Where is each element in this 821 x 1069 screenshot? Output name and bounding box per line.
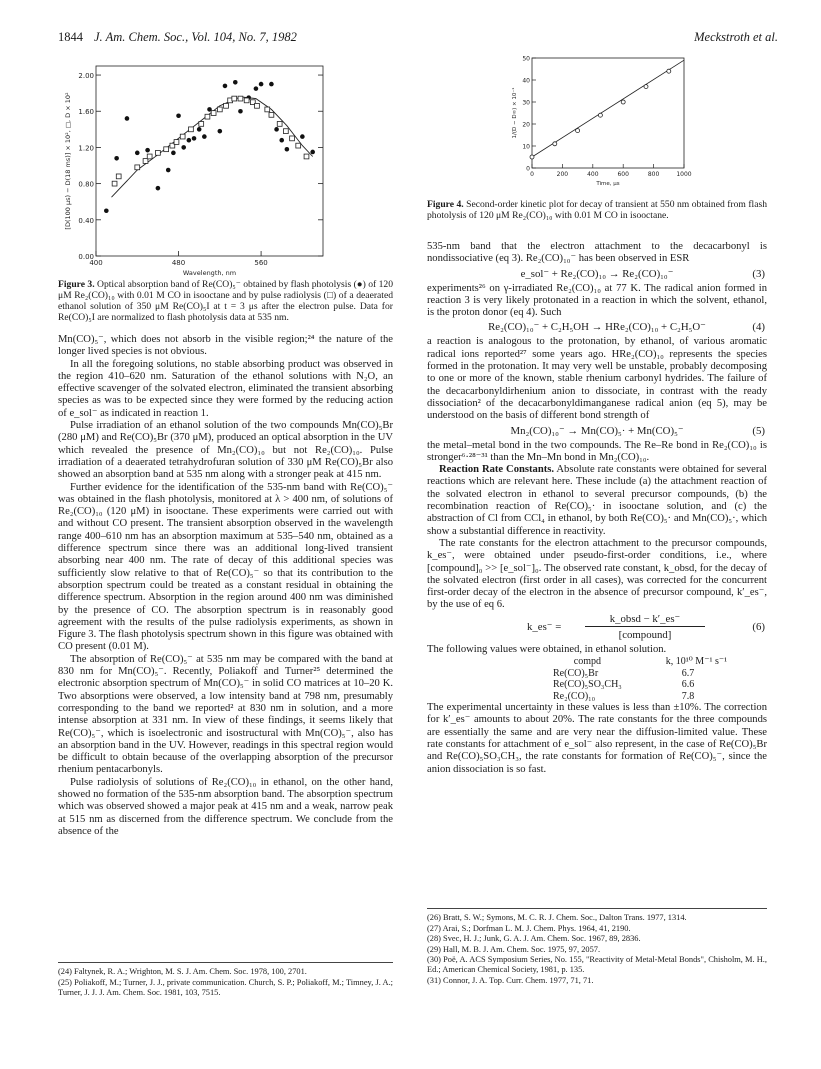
table-row <box>549 679 731 691</box>
equation-number: (5) <box>752 424 765 437</box>
figure-3-chart <box>58 58 393 278</box>
paragraph: The experimental uncertainty in these values is less than ±10%. The correction for k′_es⁻ amounts to about 20%. The rate constants for the three compounds are essentially the same and are very near the diffusion-limited value. These rate constants for attachment of e_sol⁻ also represent, in the case of Re(CO)₅Br and Re(CO)₅SO₃CH₃, the rate constants for formation of Re(CO)₅⁻, since the anion dissociation is so fast. <box>427 702 767 775</box>
y-tick-label: 0.00 <box>78 253 94 261</box>
page-number: 1844 <box>58 30 83 44</box>
equation-number: (3) <box>752 267 765 280</box>
paragraph: Pulse irradiation of an ethanol solution of the two compounds Mn(CO)₅Br (280 μM) and Re(CO)₅Br (370 μM), produced an optical absorption in the UV which revealed the presence of Mn₂(CO)₁₀ but not Re₂(CO)₁₀. Pulse irradiation of a deaerated tetrahydrofuran solution of 330 μM Re(CO)₅Br also showed an absorption band at 535 nm along with a stronger peak at 415 nm. <box>58 420 393 481</box>
data-point <box>553 142 557 146</box>
paragraph: the metal–metal bond in the two compounds. The Re–Re bond in Re₂(CO)₁₀ is stronger⁶·²⁸⁻³¹ than the Mn–Mn bond in Mn₂(CO)₁₀. <box>427 439 767 463</box>
table-header-row <box>549 656 731 668</box>
x-tick-label: 400 <box>89 259 103 267</box>
data-point-pulse-radiolysis <box>283 129 288 134</box>
y-tick-label: 0 <box>526 165 530 173</box>
table-cell: Re(CO)₅SO₃CH₃ <box>553 679 622 691</box>
figure-3-label: Figure 3. <box>58 279 95 290</box>
equation-3 <box>427 266 767 283</box>
data-point-flash-photolysis <box>176 113 181 118</box>
data-point-pulse-radiolysis <box>232 96 237 101</box>
data-point <box>644 85 648 89</box>
equation-6 <box>427 612 767 644</box>
paragraph <box>427 464 767 538</box>
paragraph: experiments²⁶ on γ-irradiated Re₂(CO)₁₀ at 77 K. The radical anion formed in reaction 3 is very likely protonated in a reaction in which the solvent, ethanol, is the proton donor (eq 4). Such <box>427 282 767 319</box>
paragraph: a reaction is analogous to the protonation, by ethanol, of various aromatic radical ions reported²⁷ some years ago. HRe₂(CO)₁₀ represents the species formed in the protonation. It may very well be unstable, probably decomposing to one or more of the known, stable rhenium carbonyl hydrides. The failure of the decacarbonyldirhenium anion to dissociate, in contrast with the ready dissociation² of the decacarbonyldimanganese radical anion (eq 5), may be understood on the basis of different bond strength of <box>427 336 767 422</box>
x-tick-label: 800 <box>647 171 660 178</box>
equation-4 <box>427 319 767 336</box>
data-point-pulse-radiolysis <box>199 122 204 127</box>
table-cell: Re(CO)₅Br <box>553 667 599 679</box>
data-point-pulse-radiolysis <box>112 181 117 186</box>
data-point-pulse-radiolysis <box>147 154 152 159</box>
data-point-flash-photolysis <box>285 147 290 152</box>
equation-number: (6) <box>752 620 765 633</box>
footnote: (24) Faltynek, R. A.; Wrighton, M. S. J. Am. Chem. Soc. 1978, 100, 2701. <box>58 967 307 976</box>
data-point-flash-photolysis <box>125 116 130 121</box>
figure-4-caption <box>427 199 767 221</box>
figure-4-caption-text: Second-order kinetic plot for decay of transient at 550 nm obtained from flash photolysis of 120 μM Re₂(CO)₁₀ with 0.01 M CO in isooctane. <box>427 199 767 221</box>
paragraph-text: Absolute rate constants were obtained for several reactions which are relevant here. These include (a) the attachment reaction of the solvated electron in ethanol to several precursor compounds, (b) the recombination reaction of Re(CO)₅· in isooctane solution, and (c) the abstraction of Cl from CCl₄ in ethanol, by both Re(CO)₅· and Mn(CO)₅·, which show a substantial difference in reactivity. <box>427 464 767 537</box>
footnote: (29) Hall, M. B. J. Am. Chem. Soc. 1975, 97, 2057. <box>427 944 601 954</box>
table-cell: Re₂(CO)₁₀ <box>553 690 596 702</box>
footnote: (25) Poliakoff, M.; Turner, J. J., private communication. Church, S. P.; Poliakoff, M.; Timney, J. A.; Turner, J. J. J. Am. Chem. Soc. 1981, 103, 7515. <box>58 977 393 997</box>
y-tick-label: 1.60 <box>78 108 94 117</box>
paragraph: 535-nm band that the electron attachment to the decacarbonyl is nondissociative (eq 3). Re₂(CO)₁₀⁻ has been observed in ESR <box>427 241 767 265</box>
journal-citation: J. Am. Chem. Soc., Vol. 104, No. 7, 1982 <box>94 30 297 44</box>
data-point-pulse-radiolysis <box>205 114 210 119</box>
plot-frame <box>96 66 323 256</box>
fraction-numerator: k_obsd − k′_es⁻ <box>585 612 705 627</box>
y-tick-label: 40 <box>522 77 530 85</box>
data-point-pulse-radiolysis <box>238 96 243 101</box>
footnote: (31) Connor, J. A. Top. Curr. Chem. 1977, 71, 71. <box>427 975 594 985</box>
data-point-pulse-radiolysis <box>296 143 301 148</box>
right-footnotes <box>427 913 767 986</box>
data-point-flash-photolysis <box>104 208 109 213</box>
y-axis-label: 1/(D − D∞) × 10⁻¹ <box>512 87 518 139</box>
data-point-flash-photolysis <box>181 145 186 150</box>
table-row <box>549 691 731 703</box>
table-cell: 6.7 <box>681 667 695 679</box>
paragraph: The following values were obtained, in ethanol solution. <box>427 643 667 655</box>
data-point-pulse-radiolysis <box>290 136 295 141</box>
data-point-pulse-radiolysis <box>269 112 274 117</box>
data-point-flash-photolysis <box>218 129 223 134</box>
footnote-divider <box>427 908 767 909</box>
y-tick-label: 0.40 <box>78 216 94 225</box>
table-cell: 6.6 <box>681 679 695 691</box>
footnote-divider <box>58 962 393 963</box>
data-point-pulse-radiolysis <box>180 134 185 139</box>
data-point-pulse-radiolysis <box>116 174 121 179</box>
x-tick-label: 0 <box>530 171 534 178</box>
data-point-flash-photolysis <box>156 186 161 191</box>
footnote: (28) Svec, H. J.; Junk, G. A. J. Am. Chem. Soc. 1967, 89, 2836. <box>427 934 641 943</box>
x-tick-label: 1000 <box>676 171 692 178</box>
paragraph: Further evidence for the identification of the 535-nm band with Re(CO)₅⁻ was obtained in the flash photolysis, monitored at λ > 400 nm, of solutions of Re₂(CO)₁₀ (120 μM) in isooctane. These experiments were carried out with and without CO present. The transient absorption observed in the wavelength range 400–610 nm has an absorption maximum at 535–540 nm, obtained as a difference spectrum since there was an additional long-lived transient absorbing near 400 nm. The rate of decay of this additional species was sufficiently slow relative to that of Re(CO)₅⁻ so that its contribution to the absorption spectrum could be treated as a constant residual in obtaining the difference spectrum. Absorption in the region around 400 nm was diminished by the presence of CO. The absorption spectrum is in reasonably good agreement with the results of the pulse radiolysis experiments, as shown in Figure 3. The flash photolysis spectrum shown in this figure was obtained with CO present (0.01 M). <box>58 481 393 653</box>
y-tick-label: 20 <box>522 121 530 129</box>
data-point-flash-photolysis <box>202 134 207 139</box>
x-axis-label: Wavelength, nm <box>182 269 237 277</box>
left-footnotes <box>58 967 393 998</box>
figure-3-caption-text: Optical absorption band of Re(CO)₅⁻ obtained by flash photolysis (●) of 120 μM Re₂(CO)₁₀ with 0.01 M CO in isooctane and by pulse radiolysis (□) of a deaerated ethanol solution of 350 μM Re(CO)₅I at t = 3 μs after the electron pulse. Data for Re(CO)₅I are normalized to flash photolysis data at 535 nm. <box>58 279 393 323</box>
section-heading: Reaction Rate Constants. <box>439 464 555 476</box>
data-point-flash-photolysis <box>279 138 284 143</box>
x-tick-label: 200 <box>556 171 569 178</box>
equation-text: Re₂(CO)₁₀⁻ + C₂H₅OH → HRe₂(CO)₁₀ + C₂H₅O⁻ <box>488 321 706 334</box>
data-point-flash-photolysis <box>259 82 264 87</box>
data-point-pulse-radiolysis <box>143 159 148 164</box>
data-point-flash-photolysis <box>171 151 176 156</box>
equation-text: e_sol⁻ + Re₂(CO)₁₀ → Re₂(CO)₁₀⁻ <box>520 267 674 280</box>
data-point-pulse-radiolysis <box>164 147 169 152</box>
paragraph: Pulse radiolysis of solutions of Re₂(CO)₁₀ in ethanol, on the other hand, showed no formation of the 535-nm absorption band. The absorption spectrum which was observed showed a major peak at 415 nm and a weak, narrow peak at 515 nm as discerned from the difference spectrum. We conclude from the absence of the <box>58 776 393 837</box>
data-point <box>667 69 671 73</box>
right-column-body <box>427 241 767 776</box>
x-tick-label: 560 <box>254 259 268 267</box>
equation-text: Mn₂(CO)₁₀⁻ → Mn(CO)₅· + Mn(CO)₅⁻ <box>510 424 684 437</box>
x-tick-label: 480 <box>171 259 186 267</box>
data-point-pulse-radiolysis <box>244 98 249 103</box>
figure-4-label: Figure 4. <box>427 199 464 210</box>
left-column-body <box>58 334 393 838</box>
data-point-pulse-radiolysis <box>277 122 282 127</box>
fraction-denominator: [compound] <box>618 628 672 641</box>
figure-3-caption <box>58 279 393 323</box>
y-axis-label: [D(100 μs) − D(18 ms)] × 10², □, D × 10² <box>64 92 72 230</box>
data-point-flash-photolysis <box>223 84 228 89</box>
table-header-cell: k, 10¹⁰ M⁻¹ s⁻¹ <box>665 656 728 668</box>
data-point-flash-photolysis <box>187 138 192 143</box>
y-tick-label: 1.20 <box>78 144 94 153</box>
data-point-flash-photolysis <box>269 82 274 87</box>
paragraph: The rate constants for the electron attachment to the precursor compounds, k_es⁻, were obtained under pseudo-first-order conditions, i.e., where [compound]₀ >> [e_sol⁻]₀. The observed rate constant, k_obsd, for the decay of the solvated electron (first order in all cases), was corrected for the concurrent first-order decay of the electron in the absence of precursor compound, k′_es⁻, by the use of eq 6. <box>427 537 767 611</box>
footnote: (26) Bratt, S. W.; Symons, M. C. R. J. Chem. Soc., Dalton Trans. 1977, 1314. <box>427 913 687 922</box>
figure-4-chart <box>508 52 708 192</box>
data-point-flash-photolysis <box>145 148 150 153</box>
rate-constant-table <box>549 656 731 702</box>
table-cell: 7.8 <box>681 690 695 702</box>
data-point-flash-photolysis <box>233 80 238 85</box>
y-tick-label: 0.80 <box>78 180 94 189</box>
data-point-flash-photolysis <box>300 134 305 139</box>
data-point-pulse-radiolysis <box>304 154 309 159</box>
data-point <box>576 129 580 133</box>
data-point <box>530 155 534 159</box>
data-point-pulse-radiolysis <box>189 127 194 132</box>
data-point-flash-photolysis <box>310 150 315 155</box>
paragraph: The absorption of Re(CO)₅⁻ at 535 nm may be compared with the band at 830 nm for Mn(CO)₅⁻. Recently, Poliakoff and Turner²⁵ determined the electronic absorption spectrum of Mn(CO)₅⁻ in solid CO matrices at 10–20 K. Two absorptions were observed, a low intensity band at 798 nm, presumably corresponding to the band we reported² at 830 nm in solution, and a more intense absorption at 331 nm. In view of these findings, it seems likely that Re(CO)₅⁻, which is isoelectronic and isostructural with Mn(CO)₅⁻, also has an absorption band in the UV. However, readings in this spectral region would be difficult to obtain because of the overlapping absorption of the precursor rhenium pentacarbonyls. <box>58 653 393 776</box>
data-point <box>598 113 602 117</box>
x-axis-label: Time, μs <box>596 181 620 187</box>
paragraph: Mn(CO)₅⁻, which does not absorb in the visible region;²⁴ the nature of the longer lived species is not obvious. <box>58 334 393 358</box>
y-tick-label: 50 <box>522 55 530 63</box>
running-authors: Meckstroth et al. <box>694 30 778 44</box>
data-point-pulse-radiolysis <box>265 107 270 112</box>
data-point-pulse-radiolysis <box>211 111 216 116</box>
data-point-flash-photolysis <box>114 156 119 161</box>
data-point-flash-photolysis <box>166 168 171 173</box>
footnote: (27) Arai, S.; Dorfman L. M. J. Chem. Phys. 1964, 41, 2190. <box>427 923 631 933</box>
x-tick-label: 600 <box>617 171 629 178</box>
data-point-pulse-radiolysis <box>255 103 260 108</box>
footnote: (30) Poë, A. ACS Symposium Series, No. 155, "Reactivity of Metal-Metal Bonds", Chisholm, M. H., Ed.; American Chemical Society, 1981, p. 135. <box>427 955 767 974</box>
table-row <box>549 668 731 680</box>
equation-lhs: k_es⁻ = <box>527 620 562 633</box>
y-tick-label: 30 <box>522 99 530 107</box>
data-point-flash-photolysis <box>192 136 197 141</box>
data-point-pulse-radiolysis <box>217 107 222 112</box>
data-point-pulse-radiolysis <box>174 140 179 145</box>
equation-number: (4) <box>752 321 765 334</box>
data-point-pulse-radiolysis <box>156 150 161 155</box>
y-tick-label: 2.00 <box>78 72 94 81</box>
data-point <box>621 100 625 104</box>
data-point-pulse-radiolysis <box>135 165 140 170</box>
data-point-flash-photolysis <box>197 127 202 132</box>
equation-5 <box>427 423 767 440</box>
paragraph: In all the foregoing solutions, no stable absorbing product was observed in the region 410–620 nm. Saturation of the ethanol solutions with N₂O, an effective scavenger of the solvated electron, eliminated the transient absorbing species as was to be expected since they were formed by the reducing action of e_sol⁻ as indicated in reaction 1. <box>58 358 393 419</box>
table-header-cell: compd <box>573 656 601 668</box>
data-point-flash-photolysis <box>254 86 259 91</box>
x-tick-label: 400 <box>587 171 599 178</box>
data-point-flash-photolysis <box>238 109 243 114</box>
data-point-flash-photolysis <box>274 127 279 132</box>
y-tick-label: 10 <box>522 143 530 151</box>
data-point-flash-photolysis <box>135 151 140 156</box>
data-point-pulse-radiolysis <box>224 103 229 108</box>
page-header <box>58 30 778 48</box>
